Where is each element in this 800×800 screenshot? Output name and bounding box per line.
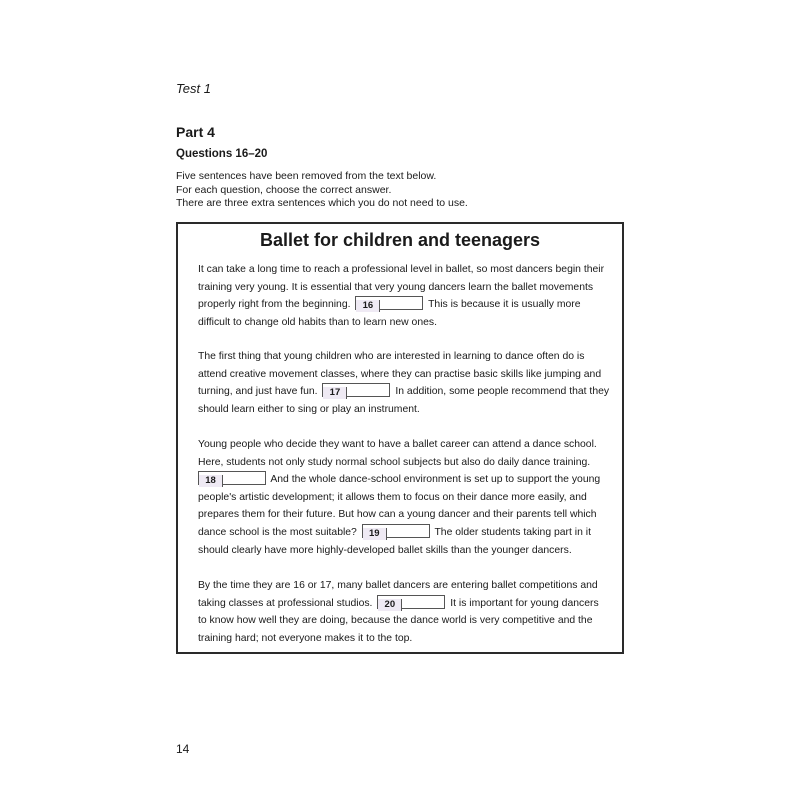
text-segment: In addition, some people recommend that they — [395, 386, 610, 398]
paragraph-2 — [198, 348, 618, 418]
test-label: Test 1 — [176, 81, 211, 96]
text-line — [198, 595, 618, 613]
text-line: to know how well they are doing, because the dance world is very competitive and the — [198, 615, 593, 627]
questions-heading: Questions 16–20 — [176, 148, 268, 160]
answer-gap-18[interactable] — [198, 471, 266, 485]
text-segment: properly right from the beginning. — [198, 299, 351, 311]
article-title: Ballet for children and teenagers — [259, 230, 541, 250]
answer-gap-19[interactable] — [362, 524, 430, 538]
text-line: attend creative movement classes, where they can practise basic skills like jumping and — [198, 368, 602, 380]
text-line: Here, students not only study normal school subjects but also do daily dance training. — [198, 456, 591, 468]
text-line — [198, 383, 618, 401]
text-line: prepares them for their future. But how can a young dancer and their parents tell which — [198, 509, 597, 521]
text-segment: It is important for young dancers — [450, 597, 599, 609]
page-number: 14 — [176, 742, 190, 756]
text-line: training hard; not everyone makes it to the top. — [198, 632, 413, 644]
text-segment: And the whole dance-school environment is set up to support the young — [270, 474, 601, 486]
paragraph-1 — [198, 261, 618, 331]
paragraph-4 — [198, 577, 618, 647]
text-line: people's artistic development; it allows them to focus on their dance more easily, and — [198, 491, 587, 503]
text-line — [198, 296, 618, 314]
gap-number: 19 — [363, 528, 387, 540]
gap-number: 20 — [378, 599, 402, 611]
answer-gap-17[interactable] — [322, 383, 390, 397]
text-line: By the time they are 16 or 17, many ballet dancers are entering ballet competitions and — [198, 580, 598, 591]
text-line: It can take a long time to reach a professional level in ballet, so most dancers begin their — [198, 264, 605, 275]
gap-number: 18 — [199, 475, 223, 487]
text-line: difficult to change old habits than to learn new ones. — [198, 316, 437, 328]
text-segment: taking classes at professional studios. — [198, 597, 373, 609]
instruction-line: For each question, choose the correct answer. — [176, 183, 392, 196]
text-segment: dance school is the most suitable? — [198, 526, 357, 538]
part-title: Part 4 — [176, 124, 215, 140]
answer-gap-16[interactable] — [355, 296, 423, 310]
text-segment: The older students taking part in it — [434, 526, 591, 538]
text-line: Young people who decide they want to have a ballet career can attend a dance school. — [198, 439, 597, 450]
instructions — [176, 170, 468, 211]
text-line: should learn either to sing or play an instrument. — [198, 403, 420, 415]
text-line: should clearly have more highly-developed ballet skills than the younger dancers. — [198, 544, 572, 556]
gap-number: 16 — [356, 300, 380, 312]
paragraph-3 — [198, 436, 618, 559]
text-line: The first thing that young children who are interested in learning to dance often do is — [198, 351, 585, 362]
gap-number: 17 — [323, 387, 347, 399]
text-line — [198, 524, 618, 542]
answer-gap-20[interactable] — [377, 595, 445, 609]
instruction-line: Five sentences have been removed from the text below. — [176, 170, 437, 182]
text-line: training very young. It is essential that very young dancers learn the ballet movements — [198, 281, 594, 293]
instruction-line: There are three extra sentences which you do not need to use. — [176, 197, 468, 209]
text-line — [198, 471, 618, 489]
article-box — [176, 222, 624, 654]
text-segment: This is because it is usually more — [428, 299, 581, 311]
text-segment: turning, and just have fun. — [198, 386, 318, 398]
